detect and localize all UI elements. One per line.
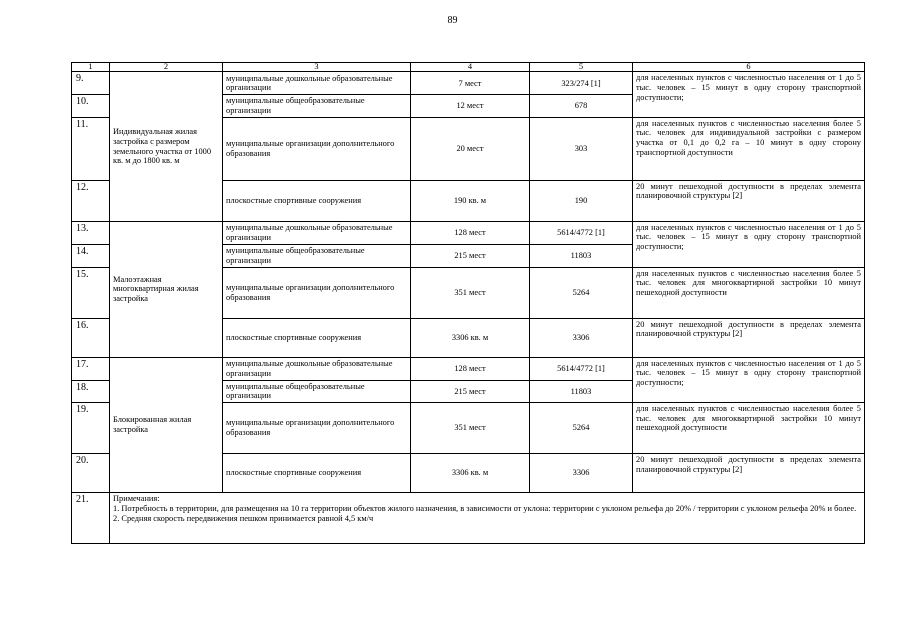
accessibility-cell: 20 минут пешеходной доступности в пределах элемента планировочной структуры [2]: [633, 454, 865, 493]
accessibility-cell: для населенных пунктов с численностью населения от 1 до 5 тыс. человек – 15 минут в одну сторону транспортной доступности;: [633, 221, 865, 267]
accessibility-cell: для населенных пунктов с численностью населения более 5 тыс. человек для многоквартирной застройки 10 минут пешеходной доступности: [633, 267, 865, 318]
value-cell: 3306: [530, 318, 633, 357]
header-cell: 1: [72, 63, 110, 72]
value-cell: 11803: [530, 244, 633, 267]
value-cell: 3306: [530, 454, 633, 493]
facility-cell: плоскостные спортивные сооружения: [223, 318, 411, 357]
row-number: 20.: [72, 454, 110, 493]
header-cell: 5: [530, 63, 633, 72]
standards-table: [71, 62, 865, 544]
capacity-cell: 12 мест: [411, 95, 530, 117]
capacity-cell: 7 мест: [411, 72, 530, 95]
header-cell: 2: [110, 63, 223, 72]
capacity-cell: 215 мест: [411, 380, 530, 402]
value-cell: 5264: [530, 267, 633, 318]
row-number: 11.: [72, 117, 110, 180]
row-number: 18.: [72, 380, 110, 402]
page-number: 89: [447, 15, 458, 26]
accessibility-cell: для населенных пунктов с численностью населения более 5 тыс. человек для многоквартирной застройки 10 минут пешеходной доступности: [633, 403, 865, 454]
accessibility-cell: для населенных пунктов с численностью населения более 5 тыс. человек для индивидуальной застройки с размером участка от 0,1 до 0,2 га – 10 минут в одну сторону транспортной доступности: [633, 117, 865, 180]
value-cell: 190: [530, 180, 633, 221]
table-row: [72, 72, 865, 95]
footnotes-cell: [110, 493, 865, 544]
row-number: 19.: [72, 403, 110, 454]
zone-cell: Индивидуальная жилая застройка с размером земельного участка от 1000 кв. м до 1800 кв. м: [110, 72, 223, 221]
accessibility-cell: 20 минут пешеходной доступности в пределах элемента планировочной структуры [2]: [633, 180, 865, 221]
facility-cell: плоскостные спортивные сооружения: [223, 454, 411, 493]
facility-cell: муниципальные общеобразовательные организации: [223, 95, 411, 117]
accessibility-cell: для населенных пунктов с численностью населения от 1 до 5 тыс. человек – 15 минут в одну сторону транспортной доступности;: [633, 72, 865, 117]
row-number: 21.: [72, 493, 110, 544]
capacity-cell: 20 мест: [411, 117, 530, 180]
footnote-row: [72, 493, 865, 544]
facility-cell: муниципальные организации дополнительного образования: [223, 267, 411, 318]
capacity-cell: 190 кв. м: [411, 180, 530, 221]
footnote-1: 1. Потребность в территории, для размещения на 10 га территории объектов жилого назначения, в зависимости от уклона: территории с уклоном рельефа до 20% / территории с уклоном рельефа 20% и более.: [113, 504, 857, 514]
table-row: [72, 357, 865, 380]
row-number: 14.: [72, 244, 110, 267]
accessibility-cell: для населенных пунктов с численностью населения от 1 до 5 тыс. человек – 15 минут в одну сторону транспортной доступности;: [633, 357, 865, 402]
row-number: 10.: [72, 95, 110, 117]
facility-cell: плоскостные спортивные сооружения: [223, 180, 411, 221]
capacity-cell: 3306 кв. м: [411, 454, 530, 493]
row-number: 12.: [72, 180, 110, 221]
row-number: 15.: [72, 267, 110, 318]
row-number: 13.: [72, 221, 110, 244]
capacity-cell: 128 мест: [411, 221, 530, 244]
capacity-cell: 351 мест: [411, 267, 530, 318]
facility-cell: муниципальные дошкольные образовательные организации: [223, 72, 411, 95]
header-cell: 3: [223, 63, 411, 72]
row-number: 17.: [72, 357, 110, 380]
zone-cell: Малоэтажная многоквартирная жилая застройка: [110, 221, 223, 357]
value-cell: 5264: [530, 403, 633, 454]
facility-cell: муниципальные дошкольные образовательные организации: [223, 221, 411, 244]
value-cell: 5614/4772 [1]: [530, 221, 633, 244]
value-cell: 11803: [530, 380, 633, 402]
header-cell: 6: [633, 63, 865, 72]
header-cell: 4: [411, 63, 530, 72]
facility-cell: муниципальные общеобразовательные организации: [223, 244, 411, 267]
facility-cell: муниципальные организации дополнительного образования: [223, 403, 411, 454]
value-cell: 678: [530, 95, 633, 117]
capacity-cell: 128 мест: [411, 357, 530, 380]
row-number: 16.: [72, 318, 110, 357]
facility-cell: муниципальные общеобразовательные организации: [223, 380, 411, 402]
capacity-cell: 215 мест: [411, 244, 530, 267]
value-cell: 323/274 [1]: [530, 72, 633, 95]
capacity-cell: 3306 кв. м: [411, 318, 530, 357]
value-cell: 303: [530, 117, 633, 180]
footnotes-title: Примечания:: [113, 494, 160, 504]
facility-cell: муниципальные организации дополнительного образования: [223, 117, 411, 180]
footnote-2: 2. Средняя скорость передвижения пешком принимается равной 4,5 км/ч: [113, 514, 374, 524]
table-row: [72, 221, 865, 244]
value-cell: 5614/4772 [1]: [530, 357, 633, 380]
accessibility-cell: 20 минут пешеходной доступности в пределах элемента планировочной структуры [2]: [633, 318, 865, 357]
facility-cell: муниципальные дошкольные образовательные организации: [223, 357, 411, 380]
zone-cell: Блокированная жилая застройка: [110, 357, 223, 492]
header-row: [72, 63, 865, 72]
capacity-cell: 351 мест: [411, 403, 530, 454]
row-number: 9.: [72, 72, 110, 95]
